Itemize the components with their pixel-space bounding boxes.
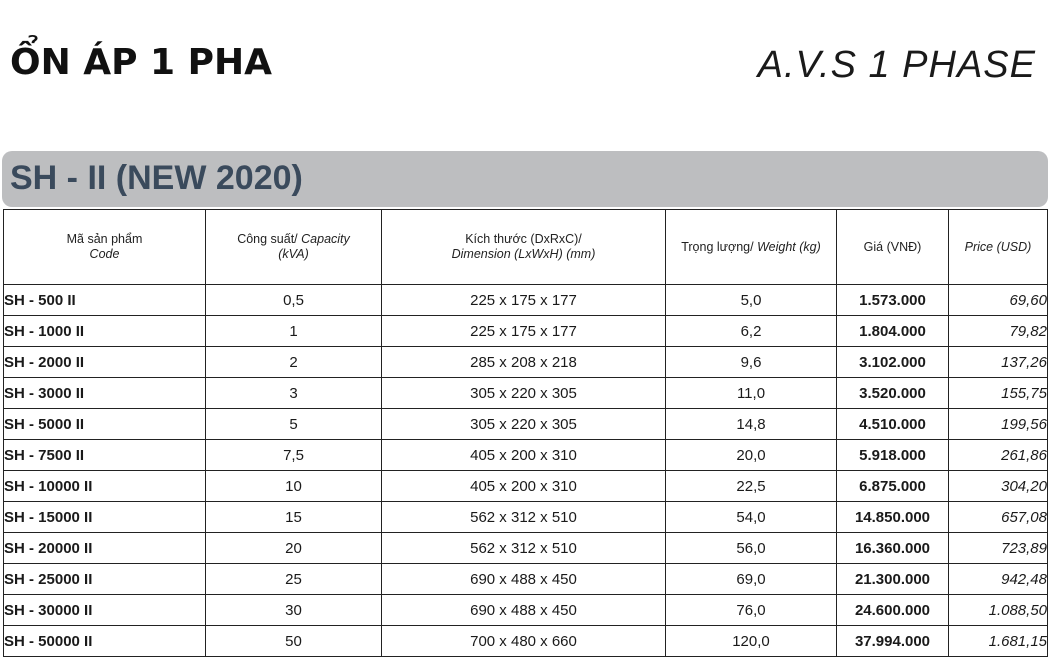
table-row [4,378,1048,409]
cell-weight: 11,0 [666,378,837,409]
column-header-price-usd [949,210,1048,285]
cell-weight: 56,0 [666,533,837,564]
column-header-line: Kích thước (DxRxC)/ [465,232,582,246]
cell-dimension: 305 x 220 x 305 [382,378,666,409]
cell-code: SH - 2000 II [4,347,206,378]
column-header-weight [666,210,837,285]
cell-code: SH - 3000 II [4,378,206,409]
cell-price-vnd: 21.300.000 [837,564,949,595]
cell-weight: 69,0 [666,564,837,595]
cell-price-usd: 79,82 [949,316,1048,347]
cell-price-usd: 137,26 [949,347,1048,378]
cell-capacity: 15 [206,502,382,533]
cell-weight: 20,0 [666,440,837,471]
cell-capacity: 0,5 [206,285,382,316]
cell-capacity: 25 [206,564,382,595]
cell-weight: 120,0 [666,626,837,657]
cell-price-vnd: 3.520.000 [837,378,949,409]
column-header-line-italic: Capacity [301,232,350,246]
cell-capacity: 10 [206,471,382,502]
table-row [4,440,1048,471]
column-header-line: Mã sản phẩm [66,232,143,246]
table-row [4,285,1048,316]
column-header-capacity [206,210,382,285]
cell-dimension: 405 x 200 x 310 [382,440,666,471]
cell-code: SH - 7500 II [4,440,206,471]
cell-dimension: 690 x 488 x 450 [382,564,666,595]
cell-price-usd: 1.681,15 [949,626,1048,657]
cell-dimension: 562 x 312 x 510 [382,502,666,533]
table-row [4,533,1048,564]
cell-price-vnd: 1.573.000 [837,285,949,316]
column-header-dimension [382,210,666,285]
price-table [3,209,1048,657]
title-english: A.V.S 1 PHASE [757,44,1036,86]
cell-weight: 76,0 [666,595,837,626]
column-header-line-italic: Price (USD) [964,239,1032,254]
cell-price-vnd: 37.994.000 [837,626,949,657]
cell-dimension: 700 x 480 x 660 [382,626,666,657]
cell-capacity: 50 [206,626,382,657]
column-header-price-vnd [837,210,949,285]
cell-price-usd: 304,20 [949,471,1048,502]
table-row [4,595,1048,626]
cell-price-vnd: 5.918.000 [837,440,949,471]
cell-capacity: 1 [206,316,382,347]
cell-price-usd: 1.088,50 [949,595,1048,626]
cell-code: SH - 10000 II [4,471,206,502]
cell-price-vnd: 1.804.000 [837,316,949,347]
cell-code: SH - 25000 II [4,564,206,595]
cell-price-vnd: 4.510.000 [837,409,949,440]
cell-code: SH - 1000 II [4,316,206,347]
cell-code: SH - 5000 II [4,409,206,440]
cell-price-vnd: 6.875.000 [837,471,949,502]
cell-capacity: 20 [206,533,382,564]
cell-code: SH - 50000 II [4,626,206,657]
column-header-code [4,210,206,285]
cell-capacity: 2 [206,347,382,378]
table-row [4,409,1048,440]
cell-price-vnd: 16.360.000 [837,533,949,564]
cell-capacity: 3 [206,378,382,409]
cell-dimension: 225 x 175 x 177 [382,316,666,347]
table-row [4,564,1048,595]
cell-code: SH - 30000 II [4,595,206,626]
cell-price-vnd: 14.850.000 [837,502,949,533]
cell-weight: 14,8 [666,409,837,440]
cell-price-usd: 657,08 [949,502,1048,533]
cell-weight: 6,2 [666,316,837,347]
series-banner-label: SH - II (NEW 2020) [10,159,303,197]
cell-capacity: 30 [206,595,382,626]
table-header-row [4,210,1048,285]
cell-weight: 9,6 [666,347,837,378]
cell-price-usd: 942,48 [949,564,1048,595]
cell-price-vnd: 24.600.000 [837,595,949,626]
column-header-line-italic: Weight (kg) [757,239,821,254]
column-header-line: Trọng lượng/ [681,239,758,254]
cell-code: SH - 20000 II [4,533,206,564]
cell-dimension: 305 x 220 x 305 [382,409,666,440]
cell-price-usd: 199,56 [949,409,1048,440]
cell-capacity: 7,5 [206,440,382,471]
cell-dimension: 225 x 175 x 177 [382,285,666,316]
column-header-line: Dimension (LxWxH) (mm) [451,247,596,261]
column-header-line: Code [89,247,120,261]
table-row [4,626,1048,657]
table-row [4,316,1048,347]
column-header-line: (kVA) [278,247,309,261]
column-header-line: Công suất/ [237,232,302,246]
table-row [4,502,1048,533]
cell-dimension: 562 x 312 x 510 [382,533,666,564]
column-header-line: Giá (VNĐ) [863,239,922,254]
cell-price-usd: 155,75 [949,378,1048,409]
table-row [4,347,1048,378]
cell-price-usd: 723,89 [949,533,1048,564]
cell-dimension: 405 x 200 x 310 [382,471,666,502]
cell-weight: 5,0 [666,285,837,316]
cell-code: SH - 15000 II [4,502,206,533]
cell-price-vnd: 3.102.000 [837,347,949,378]
table-row [4,471,1048,502]
cell-capacity: 5 [206,409,382,440]
series-banner [2,151,1048,207]
cell-code: SH - 500 II [4,285,206,316]
cell-dimension: 285 x 208 x 218 [382,347,666,378]
cell-price-usd: 69,60 [949,285,1048,316]
cell-dimension: 690 x 488 x 450 [382,595,666,626]
title-vietnamese: ỔN ÁP 1 PHA [10,42,273,83]
cell-price-usd: 261,86 [949,440,1048,471]
cell-weight: 22,5 [666,471,837,502]
cell-weight: 54,0 [666,502,837,533]
